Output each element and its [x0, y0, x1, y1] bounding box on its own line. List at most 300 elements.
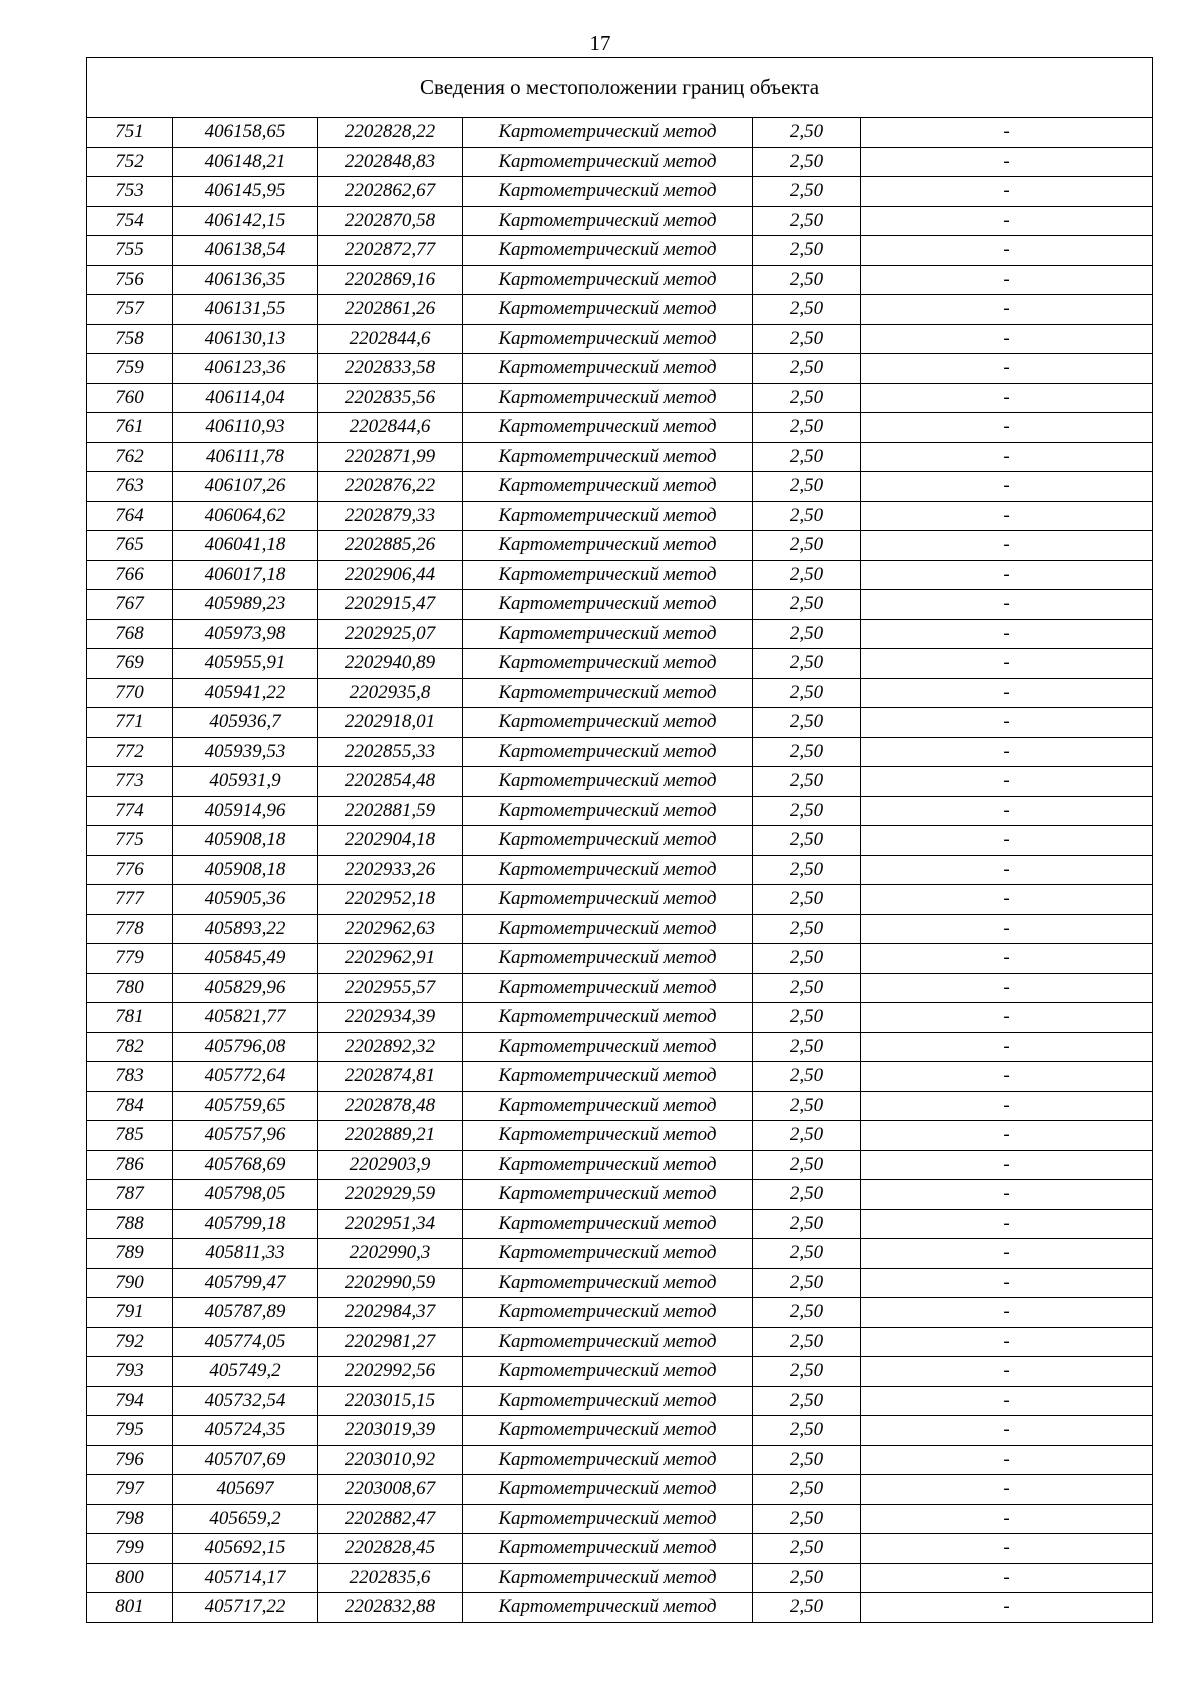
x-coordinate-cell: 405697	[173, 1475, 318, 1505]
table-title-row	[87, 58, 1153, 118]
accuracy-cell: 2,50	[753, 1209, 861, 1239]
table-row	[87, 354, 1153, 384]
table-row	[87, 1032, 1153, 1062]
accuracy-cell: 2,50	[753, 531, 861, 561]
y-coordinate-cell: 2202990,59	[318, 1268, 463, 1298]
point-number-cell: 770	[87, 678, 173, 708]
y-coordinate-cell: 2202878,48	[318, 1091, 463, 1121]
method-cell: Картометрический метод	[463, 324, 753, 354]
x-coordinate-cell: 405939,53	[173, 737, 318, 767]
method-cell: Картометрический метод	[463, 206, 753, 236]
accuracy-cell: 2,50	[753, 826, 861, 856]
method-cell: Картометрический метод	[463, 295, 753, 325]
table-row	[87, 1121, 1153, 1151]
table-row	[87, 1563, 1153, 1593]
description-cell: -	[861, 1534, 1153, 1564]
accuracy-cell: 2,50	[753, 1563, 861, 1593]
x-coordinate-cell: 405692,15	[173, 1534, 318, 1564]
method-cell: Картометрический метод	[463, 1032, 753, 1062]
x-coordinate-cell: 405714,17	[173, 1563, 318, 1593]
x-coordinate-cell: 406064,62	[173, 501, 318, 531]
x-coordinate-cell: 406131,55	[173, 295, 318, 325]
y-coordinate-cell: 2202955,57	[318, 973, 463, 1003]
table-row	[87, 324, 1153, 354]
method-cell: Картометрический метод	[463, 1504, 753, 1534]
accuracy-cell: 2,50	[753, 1416, 861, 1446]
description-cell: -	[861, 295, 1153, 325]
x-coordinate-cell: 405936,7	[173, 708, 318, 738]
table-row	[87, 1475, 1153, 1505]
table-row	[87, 855, 1153, 885]
y-coordinate-cell: 2202885,26	[318, 531, 463, 561]
x-coordinate-cell: 406148,21	[173, 147, 318, 177]
x-coordinate-cell: 406123,36	[173, 354, 318, 384]
x-coordinate-cell: 405941,22	[173, 678, 318, 708]
accuracy-cell: 2,50	[753, 944, 861, 974]
y-coordinate-cell: 2202848,83	[318, 147, 463, 177]
description-cell: -	[861, 206, 1153, 236]
x-coordinate-cell: 405829,96	[173, 973, 318, 1003]
accuracy-cell: 2,50	[753, 1121, 861, 1151]
accuracy-cell: 2,50	[753, 1062, 861, 1092]
y-coordinate-cell: 2202918,01	[318, 708, 463, 738]
y-coordinate-cell: 2203019,39	[318, 1416, 463, 1446]
x-coordinate-cell: 405757,96	[173, 1121, 318, 1151]
method-cell: Картометрический метод	[463, 708, 753, 738]
point-number-cell: 776	[87, 855, 173, 885]
x-coordinate-cell: 405908,18	[173, 855, 318, 885]
x-coordinate-cell: 405787,89	[173, 1298, 318, 1328]
method-cell: Картометрический метод	[463, 177, 753, 207]
table-row	[87, 708, 1153, 738]
y-coordinate-cell: 2202861,26	[318, 295, 463, 325]
table-row	[87, 590, 1153, 620]
method-cell: Картометрический метод	[463, 1386, 753, 1416]
y-coordinate-cell: 2202844,6	[318, 324, 463, 354]
table-row	[87, 1298, 1153, 1328]
table-row	[87, 1209, 1153, 1239]
x-coordinate-cell: 406111,78	[173, 442, 318, 472]
accuracy-cell: 2,50	[753, 855, 861, 885]
method-cell: Картометрический метод	[463, 1003, 753, 1033]
accuracy-cell: 2,50	[753, 560, 861, 590]
table-row	[87, 1416, 1153, 1446]
accuracy-cell: 2,50	[753, 1593, 861, 1623]
y-coordinate-cell: 2202915,47	[318, 590, 463, 620]
y-coordinate-cell: 2202892,32	[318, 1032, 463, 1062]
accuracy-cell: 2,50	[753, 442, 861, 472]
description-cell: -	[861, 560, 1153, 590]
point-number-cell: 762	[87, 442, 173, 472]
x-coordinate-cell: 405798,05	[173, 1180, 318, 1210]
accuracy-cell: 2,50	[753, 413, 861, 443]
method-cell: Картометрический метод	[463, 767, 753, 797]
point-number-cell: 764	[87, 501, 173, 531]
y-coordinate-cell: 2202984,37	[318, 1298, 463, 1328]
point-number-cell: 752	[87, 147, 173, 177]
table-row	[87, 826, 1153, 856]
accuracy-cell: 2,50	[753, 354, 861, 384]
x-coordinate-cell: 405821,77	[173, 1003, 318, 1033]
point-number-cell: 795	[87, 1416, 173, 1446]
method-cell: Картометрический метод	[463, 1180, 753, 1210]
accuracy-cell: 2,50	[753, 324, 861, 354]
description-cell: -	[861, 1327, 1153, 1357]
description-cell: -	[861, 1475, 1153, 1505]
accuracy-cell: 2,50	[753, 1327, 861, 1357]
accuracy-cell: 2,50	[753, 206, 861, 236]
description-cell: -	[861, 1032, 1153, 1062]
table-row	[87, 560, 1153, 590]
accuracy-cell: 2,50	[753, 914, 861, 944]
table-row	[87, 265, 1153, 295]
accuracy-cell: 2,50	[753, 1003, 861, 1033]
x-coordinate-cell: 405799,18	[173, 1209, 318, 1239]
point-number-cell: 781	[87, 1003, 173, 1033]
method-cell: Картометрический метод	[463, 1150, 753, 1180]
point-number-cell: 755	[87, 236, 173, 266]
description-cell: -	[861, 649, 1153, 679]
x-coordinate-cell: 405908,18	[173, 826, 318, 856]
table-row	[87, 1062, 1153, 1092]
method-cell: Картометрический метод	[463, 914, 753, 944]
x-coordinate-cell: 406145,95	[173, 177, 318, 207]
accuracy-cell: 2,50	[753, 973, 861, 1003]
y-coordinate-cell: 2202951,34	[318, 1209, 463, 1239]
x-coordinate-cell: 405893,22	[173, 914, 318, 944]
description-cell: -	[861, 590, 1153, 620]
point-number-cell: 773	[87, 767, 173, 797]
point-number-cell: 759	[87, 354, 173, 384]
x-coordinate-cell: 405768,69	[173, 1150, 318, 1180]
x-coordinate-cell: 405811,33	[173, 1239, 318, 1269]
method-cell: Картометрический метод	[463, 265, 753, 295]
point-number-cell: 763	[87, 472, 173, 502]
accuracy-cell: 2,50	[753, 678, 861, 708]
accuracy-cell: 2,50	[753, 472, 861, 502]
x-coordinate-cell: 405845,49	[173, 944, 318, 974]
description-cell: -	[861, 442, 1153, 472]
point-number-cell: 767	[87, 590, 173, 620]
point-number-cell: 756	[87, 265, 173, 295]
table-title: Сведения о местоположении границ объекта	[87, 58, 1153, 118]
method-cell: Картометрический метод	[463, 649, 753, 679]
table-row	[87, 1150, 1153, 1180]
point-number-cell: 789	[87, 1239, 173, 1269]
description-cell: -	[861, 767, 1153, 797]
x-coordinate-cell: 405905,36	[173, 885, 318, 915]
x-coordinate-cell: 405774,05	[173, 1327, 318, 1357]
table-row	[87, 1386, 1153, 1416]
description-cell: -	[861, 354, 1153, 384]
description-cell: -	[861, 1593, 1153, 1623]
point-number-cell: 766	[87, 560, 173, 590]
point-number-cell: 788	[87, 1209, 173, 1239]
description-cell: -	[861, 383, 1153, 413]
point-number-cell: 779	[87, 944, 173, 974]
description-cell: -	[861, 1357, 1153, 1387]
accuracy-cell: 2,50	[753, 619, 861, 649]
method-cell: Картометрический метод	[463, 944, 753, 974]
x-coordinate-cell: 405759,65	[173, 1091, 318, 1121]
description-cell: -	[861, 1239, 1153, 1269]
accuracy-cell: 2,50	[753, 796, 861, 826]
point-number-cell: 754	[87, 206, 173, 236]
y-coordinate-cell: 2202925,07	[318, 619, 463, 649]
description-cell: -	[861, 177, 1153, 207]
method-cell: Картометрический метод	[463, 472, 753, 502]
y-coordinate-cell: 2202933,26	[318, 855, 463, 885]
point-number-cell: 768	[87, 619, 173, 649]
description-cell: -	[861, 265, 1153, 295]
y-coordinate-cell: 2202870,58	[318, 206, 463, 236]
y-coordinate-cell: 2202833,58	[318, 354, 463, 384]
description-cell: -	[861, 236, 1153, 266]
y-coordinate-cell: 2202889,21	[318, 1121, 463, 1151]
method-cell: Картометрический метод	[463, 442, 753, 472]
method-cell: Картометрический метод	[463, 1062, 753, 1092]
x-coordinate-cell: 405772,64	[173, 1062, 318, 1092]
accuracy-cell: 2,50	[753, 1032, 861, 1062]
point-number-cell: 798	[87, 1504, 173, 1534]
y-coordinate-cell: 2202872,77	[318, 236, 463, 266]
x-coordinate-cell: 406041,18	[173, 531, 318, 561]
description-cell: -	[861, 147, 1153, 177]
accuracy-cell: 2,50	[753, 1298, 861, 1328]
x-coordinate-cell: 406158,65	[173, 118, 318, 148]
table-row	[87, 236, 1153, 266]
x-coordinate-cell: 406114,04	[173, 383, 318, 413]
method-cell: Картометрический метод	[463, 1445, 753, 1475]
description-cell: -	[861, 118, 1153, 148]
table-row	[87, 767, 1153, 797]
y-coordinate-cell: 2202879,33	[318, 501, 463, 531]
method-cell: Картометрический метод	[463, 1121, 753, 1151]
x-coordinate-cell: 406017,18	[173, 560, 318, 590]
method-cell: Картометрический метод	[463, 1357, 753, 1387]
table-row	[87, 737, 1153, 767]
description-cell: -	[861, 855, 1153, 885]
accuracy-cell: 2,50	[753, 177, 861, 207]
x-coordinate-cell: 405796,08	[173, 1032, 318, 1062]
description-cell: -	[861, 1386, 1153, 1416]
point-number-cell: 785	[87, 1121, 173, 1151]
description-cell: -	[861, 324, 1153, 354]
point-number-cell: 775	[87, 826, 173, 856]
accuracy-cell: 2,50	[753, 1475, 861, 1505]
table-row	[87, 1534, 1153, 1564]
table-row	[87, 619, 1153, 649]
point-number-cell: 751	[87, 118, 173, 148]
y-coordinate-cell: 2202940,89	[318, 649, 463, 679]
method-cell: Картометрический метод	[463, 1416, 753, 1446]
point-number-cell: 761	[87, 413, 173, 443]
method-cell: Картометрический метод	[463, 1475, 753, 1505]
y-coordinate-cell: 2202832,88	[318, 1593, 463, 1623]
point-number-cell: 794	[87, 1386, 173, 1416]
table-row	[87, 1239, 1153, 1269]
method-cell: Картометрический метод	[463, 826, 753, 856]
method-cell: Картометрический метод	[463, 855, 753, 885]
accuracy-cell: 2,50	[753, 1445, 861, 1475]
y-coordinate-cell: 2202876,22	[318, 472, 463, 502]
x-coordinate-cell: 405799,47	[173, 1268, 318, 1298]
point-number-cell: 772	[87, 737, 173, 767]
description-cell: -	[861, 1003, 1153, 1033]
accuracy-cell: 2,50	[753, 1239, 861, 1269]
method-cell: Картометрический метод	[463, 1534, 753, 1564]
accuracy-cell: 2,50	[753, 885, 861, 915]
accuracy-cell: 2,50	[753, 1357, 861, 1387]
point-number-cell: 769	[87, 649, 173, 679]
y-coordinate-cell: 2202874,81	[318, 1062, 463, 1092]
method-cell: Картометрический метод	[463, 737, 753, 767]
y-coordinate-cell: 2202828,45	[318, 1534, 463, 1564]
description-cell: -	[861, 1563, 1153, 1593]
y-coordinate-cell: 2202882,47	[318, 1504, 463, 1534]
accuracy-cell: 2,50	[753, 708, 861, 738]
table-row	[87, 206, 1153, 236]
method-cell: Картометрический метод	[463, 619, 753, 649]
method-cell: Картометрический метод	[463, 354, 753, 384]
point-number-cell: 796	[87, 1445, 173, 1475]
point-number-cell: 791	[87, 1298, 173, 1328]
point-number-cell: 780	[87, 973, 173, 1003]
point-number-cell: 797	[87, 1475, 173, 1505]
x-coordinate-cell: 405717,22	[173, 1593, 318, 1623]
point-number-cell: 757	[87, 295, 173, 325]
table-row	[87, 973, 1153, 1003]
accuracy-cell: 2,50	[753, 1504, 861, 1534]
accuracy-cell: 2,50	[753, 1534, 861, 1564]
y-coordinate-cell: 2202935,8	[318, 678, 463, 708]
y-coordinate-cell: 2202871,99	[318, 442, 463, 472]
x-coordinate-cell: 405914,96	[173, 796, 318, 826]
point-number-cell: 765	[87, 531, 173, 561]
point-number-cell: 793	[87, 1357, 173, 1387]
method-cell: Картометрический метод	[463, 383, 753, 413]
y-coordinate-cell: 2202929,59	[318, 1180, 463, 1210]
point-number-cell: 786	[87, 1150, 173, 1180]
table-row	[87, 501, 1153, 531]
y-coordinate-cell: 2202862,67	[318, 177, 463, 207]
point-number-cell: 771	[87, 708, 173, 738]
table-row	[87, 1504, 1153, 1534]
table-row	[87, 531, 1153, 561]
accuracy-cell: 2,50	[753, 265, 861, 295]
x-coordinate-cell: 405931,9	[173, 767, 318, 797]
y-coordinate-cell: 2202990,3	[318, 1239, 463, 1269]
table-body	[87, 118, 1153, 1623]
point-number-cell: 790	[87, 1268, 173, 1298]
point-number-cell: 760	[87, 383, 173, 413]
description-cell: -	[861, 531, 1153, 561]
method-cell: Картометрический метод	[463, 973, 753, 1003]
y-coordinate-cell: 2202981,27	[318, 1327, 463, 1357]
accuracy-cell: 2,50	[753, 383, 861, 413]
y-coordinate-cell: 2203010,92	[318, 1445, 463, 1475]
description-cell: -	[861, 1298, 1153, 1328]
method-cell: Картометрический метод	[463, 1593, 753, 1623]
y-coordinate-cell: 2202952,18	[318, 885, 463, 915]
y-coordinate-cell: 2202962,63	[318, 914, 463, 944]
description-cell: -	[861, 826, 1153, 856]
method-cell: Картометрический метод	[463, 560, 753, 590]
table-row	[87, 1327, 1153, 1357]
table-row	[87, 1180, 1153, 1210]
table-row	[87, 649, 1153, 679]
description-cell: -	[861, 1268, 1153, 1298]
x-coordinate-cell: 406107,26	[173, 472, 318, 502]
description-cell: -	[861, 973, 1153, 1003]
method-cell: Картометрический метод	[463, 796, 753, 826]
point-number-cell: 792	[87, 1327, 173, 1357]
table-row	[87, 1445, 1153, 1475]
method-cell: Картометрический метод	[463, 1239, 753, 1269]
y-coordinate-cell: 2202992,56	[318, 1357, 463, 1387]
y-coordinate-cell: 2202904,18	[318, 826, 463, 856]
accuracy-cell: 2,50	[753, 737, 861, 767]
table-row	[87, 118, 1153, 148]
method-cell: Картометрический метод	[463, 885, 753, 915]
accuracy-cell: 2,50	[753, 295, 861, 325]
description-cell: -	[861, 885, 1153, 915]
table-row	[87, 1593, 1153, 1623]
method-cell: Картометрический метод	[463, 590, 753, 620]
y-coordinate-cell: 2202903,9	[318, 1150, 463, 1180]
x-coordinate-cell: 405989,23	[173, 590, 318, 620]
point-number-cell: 774	[87, 796, 173, 826]
description-cell: -	[861, 1180, 1153, 1210]
page-number: 17	[589, 31, 611, 55]
y-coordinate-cell: 2202934,39	[318, 1003, 463, 1033]
y-coordinate-cell: 2202881,59	[318, 796, 463, 826]
description-cell: -	[861, 1091, 1153, 1121]
y-coordinate-cell: 2202906,44	[318, 560, 463, 590]
x-coordinate-cell: 406142,15	[173, 206, 318, 236]
point-number-cell: 753	[87, 177, 173, 207]
description-cell: -	[861, 796, 1153, 826]
description-cell: -	[861, 708, 1153, 738]
description-cell: -	[861, 678, 1153, 708]
table-row	[87, 796, 1153, 826]
description-cell: -	[861, 1504, 1153, 1534]
x-coordinate-cell: 406130,13	[173, 324, 318, 354]
table-row	[87, 914, 1153, 944]
x-coordinate-cell: 406136,35	[173, 265, 318, 295]
method-cell: Картометрический метод	[463, 1209, 753, 1239]
description-cell: -	[861, 501, 1153, 531]
method-cell: Картометрический метод	[463, 118, 753, 148]
y-coordinate-cell: 2202854,48	[318, 767, 463, 797]
method-cell: Картометрический метод	[463, 413, 753, 443]
table-row	[87, 472, 1153, 502]
point-number-cell: 758	[87, 324, 173, 354]
accuracy-cell: 2,50	[753, 147, 861, 177]
table-row	[87, 147, 1153, 177]
y-coordinate-cell: 2202962,91	[318, 944, 463, 974]
boundary-points-table	[86, 57, 1153, 1623]
y-coordinate-cell: 2202835,56	[318, 383, 463, 413]
accuracy-cell: 2,50	[753, 1386, 861, 1416]
table-row	[87, 442, 1153, 472]
accuracy-cell: 2,50	[753, 649, 861, 679]
table-row	[87, 413, 1153, 443]
method-cell: Картометрический метод	[463, 1563, 753, 1593]
x-coordinate-cell: 406110,93	[173, 413, 318, 443]
description-cell: -	[861, 1416, 1153, 1446]
y-coordinate-cell: 2203015,15	[318, 1386, 463, 1416]
